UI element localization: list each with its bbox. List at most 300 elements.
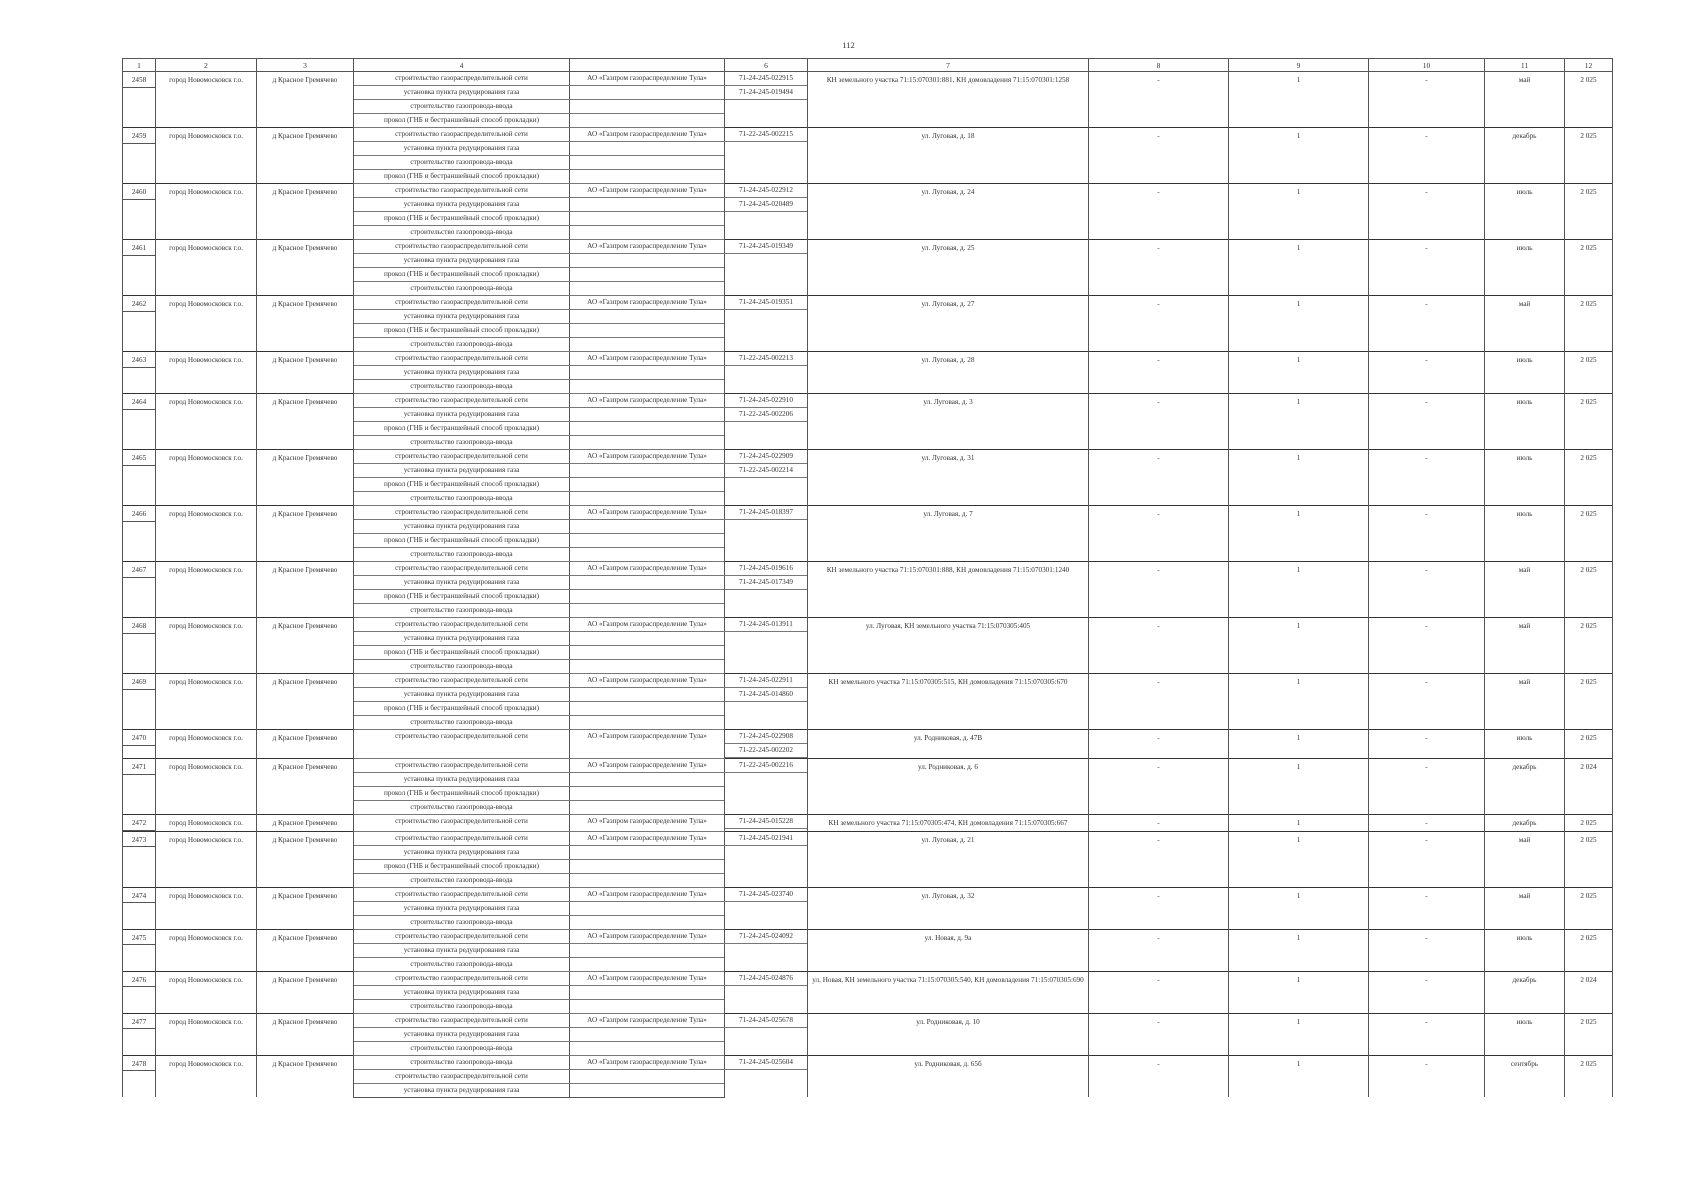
table-row: [123, 240, 1613, 254]
address-text: ул. Луговая, д. 31: [921, 454, 975, 462]
work-type-text: прокол (ГНБ и бестраншейный способ прокладки): [384, 592, 539, 600]
year-text: 2 025: [1580, 734, 1597, 742]
col8-text: -: [1157, 398, 1160, 406]
col10-cell: [1369, 352, 1485, 394]
request-id: 71-24-245-024876: [725, 972, 807, 986]
request-id: 71-24-245-014860: [725, 688, 807, 702]
settlement-cell: [257, 759, 354, 815]
year-cell: [1565, 887, 1613, 929]
request-id-cell: [725, 674, 808, 730]
address-cell: [808, 815, 1089, 832]
row-number: 2469: [123, 678, 155, 690]
col8-text: -: [1157, 933, 1160, 942]
year-text: 2 025: [1580, 891, 1597, 900]
col8-cell: [1089, 240, 1229, 296]
year-cell: [1565, 72, 1613, 128]
col10-text: -: [1425, 300, 1428, 308]
municipality-text: город Новомосковск г.о.: [169, 356, 243, 364]
row-number-cell: [123, 506, 156, 562]
work-type-text: установка пункта редуцирования газа: [403, 578, 520, 586]
organization-text: АО «Газпром газораспределение Тула»: [587, 130, 707, 138]
col8-text: -: [1157, 763, 1160, 771]
month-text: июль: [1516, 510, 1533, 518]
address-text: ул. Луговая, д. 25: [921, 244, 975, 252]
col8-text: -: [1157, 1017, 1160, 1026]
month-cell: [1485, 72, 1565, 128]
col10-text: -: [1425, 835, 1428, 844]
year-cell: [1565, 1055, 1613, 1097]
month-cell: [1485, 674, 1565, 730]
settlement-text: д Красное Гремячево: [272, 244, 338, 252]
organization-cell: [570, 674, 725, 688]
col9-cell: [1229, 296, 1369, 352]
organization-text: АО «Газпром газораспределение Тула»: [587, 761, 707, 769]
work-type-text: строительство газораспределительной сети: [395, 564, 528, 572]
address-text: ул. Новая, д. 9а: [924, 933, 972, 942]
col8-cell: [1089, 929, 1229, 971]
table-row: [123, 618, 1613, 632]
col10-cell: [1369, 618, 1485, 674]
col9-cell: [1229, 887, 1369, 929]
row-number: 2460: [123, 188, 155, 200]
municipality-cell: [156, 971, 257, 1013]
work-type-text: прокол (ГНБ и бестраншейный способ прокладки): [384, 480, 539, 488]
col10-text: -: [1425, 510, 1428, 518]
settlement-text: д Красное Гремячево: [272, 763, 338, 771]
organization-cell: [570, 660, 725, 674]
address-cell: [808, 352, 1089, 394]
address-text: ул. Луговая, д. 24: [921, 188, 975, 196]
month-text: июль: [1516, 188, 1533, 196]
row-number-cell: [123, 1055, 156, 1097]
settlement-text: д Красное Гремячево: [272, 933, 338, 942]
organization-text: АО «Газпром газораспределение Тула»: [587, 931, 707, 940]
address-text: ул. Родниковая, д. 47В: [913, 734, 983, 742]
col9-text: 1: [1296, 454, 1301, 462]
municipality-text: город Новомосковск г.о.: [169, 819, 243, 827]
col8-cell: [1089, 72, 1229, 128]
month-text: июль: [1516, 454, 1533, 462]
year-text: 2 025: [1580, 356, 1597, 364]
month-cell: [1485, 506, 1565, 562]
row-number-cell: [123, 562, 156, 618]
organization-text: АО «Газпром газораспределение Тула»: [587, 508, 707, 516]
month-text: декабрь: [1512, 819, 1537, 827]
month-text: май: [1518, 835, 1531, 844]
work-type-cell: [354, 759, 570, 773]
organization-cell: [570, 142, 725, 156]
year-cell: [1565, 562, 1613, 618]
row-number-cell: [123, 887, 156, 929]
organization-text: АО «Газпром газораспределение Тула»: [587, 1015, 707, 1024]
organization-text: АО «Газпром газораспределение Тула»: [587, 732, 707, 740]
col9-text: 1: [1296, 622, 1301, 630]
address-text: ул. Луговая, д. 7: [923, 510, 973, 518]
year-cell: [1565, 506, 1613, 562]
work-type-cell: [354, 436, 570, 450]
year-text: 2 024: [1580, 763, 1597, 771]
year-cell: [1565, 971, 1613, 1013]
work-type-cell: [354, 859, 570, 873]
organization-cell: [570, 985, 725, 999]
work-type-text: строительство газопровода-ввода: [410, 803, 513, 811]
organization-cell: [570, 999, 725, 1013]
address-cell: [808, 394, 1089, 450]
organization-cell: [570, 618, 725, 632]
address-cell: [808, 562, 1089, 618]
col9-cell: [1229, 759, 1369, 815]
work-type-cell: [354, 915, 570, 929]
work-type-cell: [354, 86, 570, 100]
work-type-cell: [354, 296, 570, 310]
organization-cell: [570, 943, 725, 957]
column-header: [570, 59, 725, 72]
year-text: 2 025: [1580, 454, 1597, 462]
row-number-cell: [123, 971, 156, 1013]
organization-cell: [570, 1069, 725, 1083]
request-id: 71-22-245-002206: [725, 408, 807, 422]
month-cell: [1485, 128, 1565, 184]
col10-cell: [1369, 450, 1485, 506]
organization-cell: [570, 128, 725, 142]
year-cell: [1565, 831, 1613, 887]
organization-cell: [570, 688, 725, 702]
organization-cell: [570, 548, 725, 562]
col9-text: 1: [1296, 1059, 1301, 1068]
address-text: ул. Луговая, д. 3: [923, 398, 973, 406]
settlement-cell: [257, 394, 354, 450]
month-text: декабрь: [1512, 763, 1537, 771]
year-cell: [1565, 1013, 1613, 1055]
year-text: 2 025: [1580, 819, 1597, 827]
year-cell: [1565, 184, 1613, 240]
work-type-text: строительство газораспределительной сети: [395, 186, 528, 194]
work-type-cell: [354, 1041, 570, 1055]
municipality-text: город Новомосковск г.о.: [169, 891, 243, 900]
col10-text: -: [1425, 891, 1428, 900]
work-type-text: строительство газораспределительной сети: [395, 74, 528, 82]
row-number: 2472: [123, 819, 155, 831]
work-type-cell: [354, 478, 570, 492]
row-number: 2463: [123, 356, 155, 368]
organization-cell: [570, 268, 725, 282]
table-row: [123, 450, 1613, 464]
organization-cell: [570, 845, 725, 859]
request-id: 71-22-245-002216: [725, 759, 807, 773]
work-type-text: строительство газопровода-ввода: [410, 438, 513, 446]
organization-cell: [570, 859, 725, 873]
request-id: 71-24-245-021941: [725, 832, 807, 846]
month-text: декабрь: [1512, 132, 1537, 140]
settlement-text: д Красное Гремячево: [272, 1059, 338, 1068]
settlement-text: д Красное Гремячево: [272, 510, 338, 518]
col10-text: -: [1425, 566, 1428, 574]
organization-cell: [570, 184, 725, 198]
col10-cell: [1369, 184, 1485, 240]
work-type-cell: [354, 773, 570, 787]
col8-cell: [1089, 128, 1229, 184]
col9-text: 1: [1296, 356, 1301, 364]
work-type-text: строительство газораспределительной сети: [395, 242, 528, 250]
col9-text: 1: [1296, 835, 1301, 844]
work-type-text: строительство газопровода-ввода: [410, 875, 513, 884]
year-text: 2 025: [1580, 300, 1597, 308]
month-cell: [1485, 929, 1565, 971]
col10-cell: [1369, 562, 1485, 618]
column-header: 11: [1485, 59, 1565, 72]
work-type-text: установка пункта редуцирования газа: [403, 775, 520, 783]
work-type-cell: [354, 352, 570, 366]
table-row: [123, 128, 1613, 142]
address-text: ул. Луговая, д. 21: [921, 835, 975, 844]
work-type-text: установка пункта редуцирования газа: [403, 634, 520, 642]
work-type-cell: [354, 815, 570, 832]
work-type-text: строительство газораспределительной сети: [395, 1071, 528, 1080]
col8-text: -: [1157, 76, 1160, 84]
col10-cell: [1369, 506, 1485, 562]
column-header: 7: [808, 59, 1089, 72]
col10-cell: [1369, 296, 1485, 352]
organization-cell: [570, 1027, 725, 1041]
work-type-cell: [354, 114, 570, 128]
work-type-text: строительство газораспределительной сети: [395, 732, 528, 740]
request-id-cell: [725, 1055, 808, 1097]
col9-text: 1: [1296, 244, 1301, 252]
municipality-text: город Новомосковск г.о.: [169, 933, 243, 942]
organization-cell: [570, 352, 725, 366]
request-id-cell: [725, 929, 808, 971]
month-text: июль: [1516, 244, 1533, 252]
organization-cell: [570, 716, 725, 730]
work-type-text: строительство газораспределительной сети: [395, 973, 528, 982]
month-text: июль: [1516, 1017, 1533, 1026]
municipality-cell: [156, 618, 257, 674]
municipality-text: город Новомосковск г.о.: [169, 763, 243, 771]
request-id-cell: [725, 1013, 808, 1055]
work-type-text: строительство газораспределительной сети: [395, 676, 528, 684]
month-cell: [1485, 1055, 1565, 1097]
month-text: июль: [1516, 734, 1533, 742]
work-type-cell: [354, 492, 570, 506]
work-type-cell: [354, 310, 570, 324]
col8-cell: [1089, 1055, 1229, 1097]
month-cell: [1485, 971, 1565, 1013]
organization-cell: [570, 590, 725, 604]
organization-text: АО «Газпром газораспределение Тула»: [587, 242, 707, 250]
work-type-text: строительство газораспределительной сети: [395, 354, 528, 362]
request-id-cell: [725, 971, 808, 1013]
table-row: [123, 562, 1613, 576]
work-type-text: установка пункта редуцирования газа: [403, 144, 520, 152]
organization-cell: [570, 282, 725, 296]
organization-cell: [570, 212, 725, 226]
organization-cell: [570, 534, 725, 548]
request-id: 71-24-245-025604: [725, 1056, 807, 1070]
request-id: 71-24-245-015228: [725, 815, 807, 829]
settlement-cell: [257, 296, 354, 352]
table-row: [123, 887, 1613, 901]
work-type-text: строительство газораспределительной сети: [395, 130, 528, 138]
municipality-text: город Новомосковск г.о.: [169, 454, 243, 462]
year-cell: [1565, 352, 1613, 394]
work-type-text: установка пункта редуцирования газа: [403, 1085, 520, 1094]
year-cell: [1565, 450, 1613, 506]
settlement-text: д Красное Гремячево: [272, 454, 338, 462]
month-cell: [1485, 450, 1565, 506]
work-type-cell: [354, 226, 570, 240]
col8-cell: [1089, 506, 1229, 562]
row-number: 2468: [123, 622, 155, 634]
municipality-cell: [156, 815, 257, 832]
municipality-cell: [156, 240, 257, 296]
month-text: май: [1518, 76, 1531, 84]
col8-text: -: [1157, 891, 1160, 900]
work-type-text: установка пункта редуцирования газа: [403, 1029, 520, 1038]
settlement-cell: [257, 72, 354, 128]
work-type-text: строительство газопровода-ввода: [410, 284, 513, 292]
col8-text: -: [1157, 188, 1160, 196]
settlement-text: д Красное Гремячево: [272, 356, 338, 364]
row-number: 2471: [123, 763, 155, 775]
work-type-text: строительство газопровода-ввода: [410, 1043, 513, 1052]
work-type-text: строительство газораспределительной сети: [395, 817, 528, 825]
row-number-cell: [123, 240, 156, 296]
work-type-text: строительство газораспределительной сети: [395, 396, 528, 404]
address-text: КН земельного участка 71:15:070301:881, КН домовладения 71:15:070301:1258: [826, 76, 1070, 84]
table-row: [123, 352, 1613, 366]
table-row: [123, 831, 1613, 845]
col10-cell: [1369, 759, 1485, 815]
row-number: 2465: [123, 454, 155, 466]
col8-cell: [1089, 1013, 1229, 1055]
col8-cell: [1089, 674, 1229, 730]
settlement-cell: [257, 562, 354, 618]
settlement-text: д Красное Гремячево: [272, 566, 338, 574]
work-type-cell: [354, 787, 570, 801]
col9-text: 1: [1296, 819, 1301, 827]
work-type-cell: [354, 450, 570, 464]
request-id-cell: [725, 240, 808, 296]
col10-text: -: [1425, 76, 1428, 84]
work-type-cell: [354, 801, 570, 815]
request-id-cell: [725, 815, 808, 832]
organization-text: АО «Газпром газораспределение Тула»: [587, 298, 707, 306]
month-text: июль: [1516, 933, 1533, 942]
col8-text: -: [1157, 244, 1160, 252]
col9-cell: [1229, 1055, 1369, 1097]
year-cell: [1565, 730, 1613, 759]
organization-text: АО «Газпром газораспределение Тула»: [587, 620, 707, 628]
month-text: май: [1518, 566, 1531, 574]
table-row: [123, 971, 1613, 985]
row-number-cell: [123, 929, 156, 971]
column-number-row: [123, 59, 1613, 72]
municipality-text: город Новомосковск г.о.: [169, 132, 243, 140]
work-type-text: прокол (ГНБ и бестраншейный способ прокладки): [384, 704, 539, 712]
work-type-text: строительство газораспределительной сети: [395, 620, 528, 628]
table-row: [123, 1055, 1613, 1069]
table-row: [123, 929, 1613, 943]
col10-text: -: [1425, 132, 1428, 140]
row-number-cell: [123, 450, 156, 506]
work-type-text: прокол (ГНБ и бестраншейный способ прокладки): [384, 789, 539, 797]
work-type-text: строительство газораспределительной сети: [395, 298, 528, 306]
row-number: 2476: [123, 976, 155, 988]
col9-cell: [1229, 1013, 1369, 1055]
organization-cell: [570, 478, 725, 492]
settlement-text: д Красное Гремячево: [272, 300, 338, 308]
col9-cell: [1229, 506, 1369, 562]
request-id: 71-24-245-019494: [725, 86, 807, 100]
month-text: декабрь: [1512, 975, 1537, 984]
col8-text: -: [1157, 566, 1160, 574]
municipality-text: город Новомосковск г.о.: [169, 566, 243, 574]
settlement-cell: [257, 240, 354, 296]
work-type-text: строительство газопровода-ввода: [410, 382, 513, 390]
row-number: 2474: [123, 892, 155, 904]
col8-text: -: [1157, 356, 1160, 364]
year-cell: [1565, 759, 1613, 815]
row-number-cell: [123, 674, 156, 730]
work-type-text: установка пункта редуцирования газа: [403, 466, 520, 474]
request-id-cell: [725, 394, 808, 450]
col9-text: 1: [1296, 188, 1301, 196]
work-type-text: прокол (ГНБ и бестраншейный способ прокладки): [384, 214, 539, 222]
col9-text: 1: [1296, 76, 1301, 84]
request-id: 71-24-245-022909: [725, 450, 807, 464]
year-cell: [1565, 929, 1613, 971]
work-type-cell: [354, 156, 570, 170]
organization-cell: [570, 198, 725, 212]
request-id-cell: [725, 831, 808, 887]
address-cell: [808, 971, 1089, 1013]
organization-cell: [570, 520, 725, 534]
work-type-text: прокол (ГНБ и бестраншейный способ прокладки): [384, 536, 539, 544]
work-type-cell: [354, 198, 570, 212]
col9-cell: [1229, 450, 1369, 506]
work-type-cell: [354, 831, 570, 845]
address-text: КН земельного участка 71:15:070301:888, КН домовладения 71:15:070301:1240: [826, 566, 1070, 574]
month-text: июль: [1516, 356, 1533, 364]
organization-text: АО «Газпром газораспределение Тула»: [587, 452, 707, 460]
request-id: 71-24-245-019349: [725, 240, 807, 254]
col9-cell: [1229, 394, 1369, 450]
work-type-cell: [354, 254, 570, 268]
year-text: 2 025: [1580, 510, 1597, 518]
organization-cell: [570, 338, 725, 352]
work-type-cell: [354, 422, 570, 436]
month-cell: [1485, 618, 1565, 674]
column-header: 12: [1565, 59, 1613, 72]
municipality-text: город Новомосковск г.о.: [169, 188, 243, 196]
col9-cell: [1229, 730, 1369, 759]
settlement-text: д Красное Гремячево: [272, 76, 338, 84]
row-number-cell: [123, 184, 156, 240]
work-type-cell: [354, 128, 570, 142]
col9-text: 1: [1296, 975, 1301, 984]
col8-cell: [1089, 184, 1229, 240]
organization-cell: [570, 702, 725, 716]
settlement-text: д Красное Гремячево: [272, 891, 338, 900]
work-type-text: прокол (ГНБ и бестраншейный способ прокладки): [384, 270, 539, 278]
col10-cell: [1369, 674, 1485, 730]
request-id-cell: [725, 128, 808, 184]
col8-text: -: [1157, 300, 1160, 308]
work-type-cell: [354, 674, 570, 688]
col9-text: 1: [1296, 566, 1301, 574]
work-type-text: установка пункта редуцирования газа: [403, 368, 520, 376]
work-type-cell: [354, 845, 570, 859]
